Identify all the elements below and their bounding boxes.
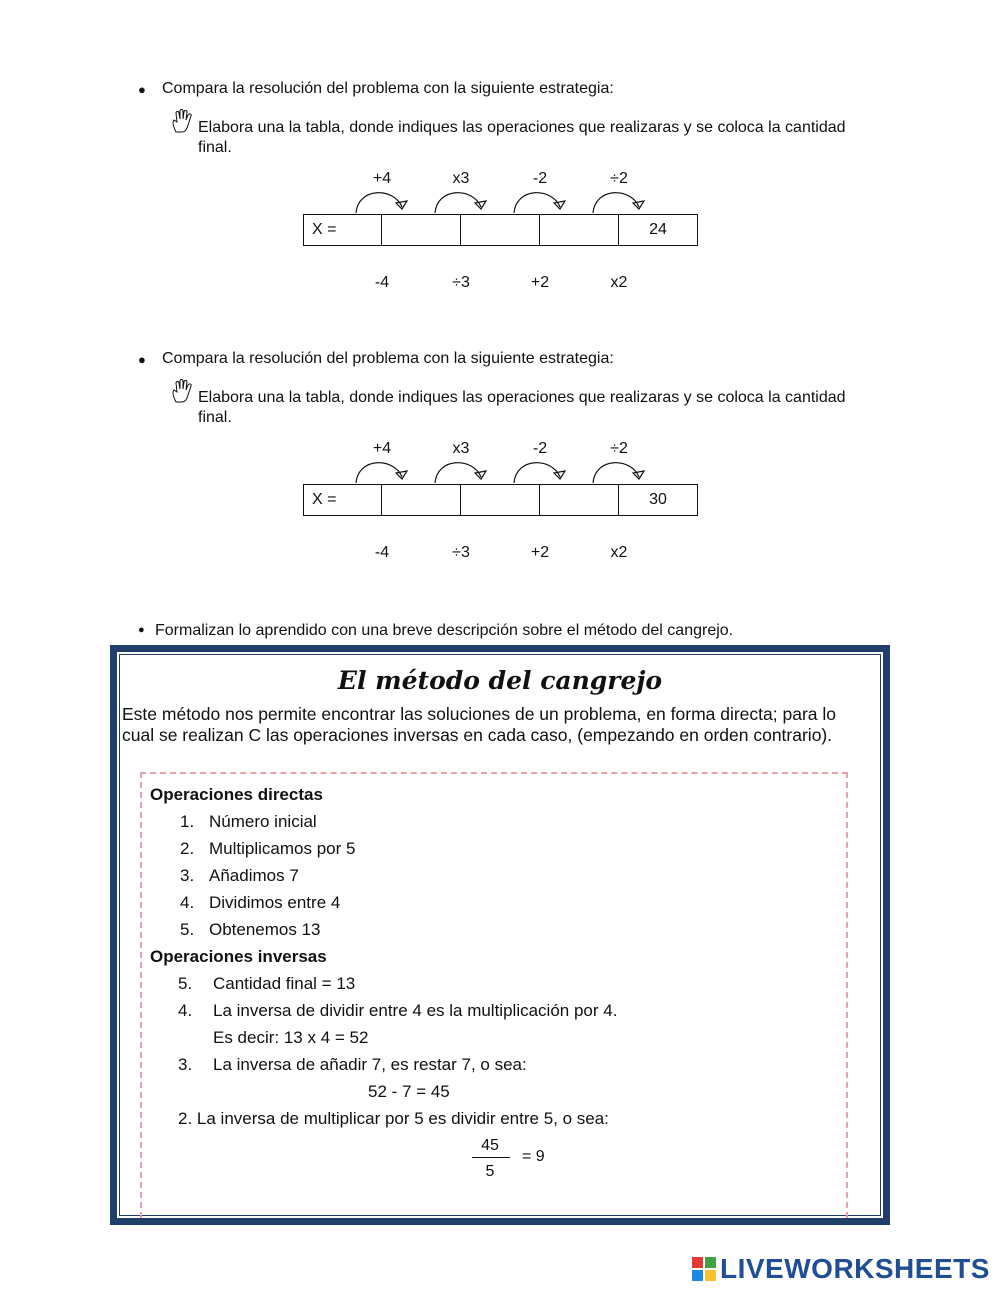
- fraction-numerator: 45: [481, 1137, 499, 1154]
- operation-arrows: [340, 455, 670, 485]
- operations-table-2: [303, 484, 698, 516]
- list-item: 5. Obtenemos 13: [180, 920, 321, 939]
- table-cell-blank[interactable]: [382, 215, 461, 246]
- op-bottom-3: +2: [530, 274, 550, 291]
- list-item: 4. La inversa de dividir entre 4 es la multiplicación por 4.: [178, 1001, 618, 1020]
- section3-bullet: Formalizan lo aprendido con una breve descripción sobre el método del cangrejo.: [155, 622, 734, 639]
- list-item: 1. Número inicial: [180, 812, 317, 831]
- box-title: El método del cangrejo: [337, 666, 663, 695]
- table-cell-blank[interactable]: [461, 485, 540, 516]
- section2-instruction: Elabora una la tabla, donde indiques las operaciones que realizaras y se coloca la cantidad final.: [198, 389, 846, 426]
- bullet-icon: ●: [138, 352, 146, 367]
- fraction-bar: [472, 1157, 510, 1158]
- list-item: 5. Cantidad final = 13: [178, 974, 356, 993]
- box-description: Este método nos permite encontrar las soluciones de un problema, en forma directa; para lo cual se realizan C las operaciones inversas en cada caso, (empezando en orden contrario).: [122, 704, 836, 745]
- table-cell-blank[interactable]: [540, 485, 619, 516]
- fraction-denominator: 5: [485, 1163, 495, 1180]
- operations-table-1: [303, 214, 698, 246]
- table-cell-x: X =: [304, 215, 382, 246]
- list-item: Es decir: 13 x 4 = 52: [213, 1028, 369, 1047]
- table-cell-final: 24: [619, 215, 698, 246]
- op-top-1: +4: [372, 170, 392, 187]
- liveworksheets-logo[interactable]: LIVEWORKSHEETS: [720, 1253, 990, 1284]
- op-top-2: x3: [452, 170, 470, 187]
- section1-bullet: Compara la resolución del problema con la siguiente estrategia:: [162, 80, 614, 97]
- bullet-icon: ●: [138, 82, 146, 97]
- list-item: 2. La inversa de multiplicar por 5 es dividir entre 5, o sea:: [178, 1109, 609, 1128]
- hand-pointer-icon: [170, 108, 196, 134]
- op-top-4: ÷2: [610, 440, 628, 457]
- direct-heading: Operaciones directas: [150, 785, 323, 804]
- bullet-icon: ●: [138, 624, 145, 636]
- list-item: 3. La inversa de añadir 7, es restar 7, o sea:: [178, 1055, 527, 1074]
- list-item: 3. Añadimos 7: [180, 866, 299, 885]
- op-top-3: -2: [532, 440, 548, 457]
- section1-instruction: Elabora una la tabla, donde indiques las operaciones que realizaras y se coloca la cantidad final.: [198, 119, 846, 156]
- op-bottom-4: x2: [610, 274, 628, 291]
- op-bottom-2: ÷3: [452, 544, 470, 561]
- list-item: 4. Dividimos entre 4: [180, 893, 341, 912]
- fraction-result: = 9: [522, 1148, 545, 1165]
- op-bottom-2: ÷3: [452, 274, 470, 291]
- table-cell-x: X =: [304, 485, 382, 516]
- hand-pointer-icon: [170, 378, 196, 404]
- table-cell-blank[interactable]: [382, 485, 461, 516]
- operation-arrows: [340, 185, 670, 215]
- table-cell-final: 30: [619, 485, 698, 516]
- op-top-4: ÷2: [610, 170, 628, 187]
- op-top-1: +4: [372, 440, 392, 457]
- section2-bullet: Compara la resolución del problema con la siguiente estrategia:: [162, 350, 614, 367]
- op-bottom-3: +2: [530, 544, 550, 561]
- table-cell-blank[interactable]: [461, 215, 540, 246]
- list-item: 52 - 7 = 45: [368, 1082, 450, 1101]
- op-top-3: -2: [532, 170, 548, 187]
- list-item: 2. Multiplicamos por 5: [180, 839, 356, 858]
- liveworksheets-logo-icon: [692, 1257, 716, 1281]
- op-bottom-4: x2: [610, 544, 628, 561]
- op-bottom-1: -4: [374, 544, 390, 561]
- inverse-heading: Operaciones inversas: [150, 947, 327, 966]
- table-cell-blank[interactable]: [540, 215, 619, 246]
- op-bottom-1: -4: [374, 274, 390, 291]
- op-top-2: x3: [452, 440, 470, 457]
